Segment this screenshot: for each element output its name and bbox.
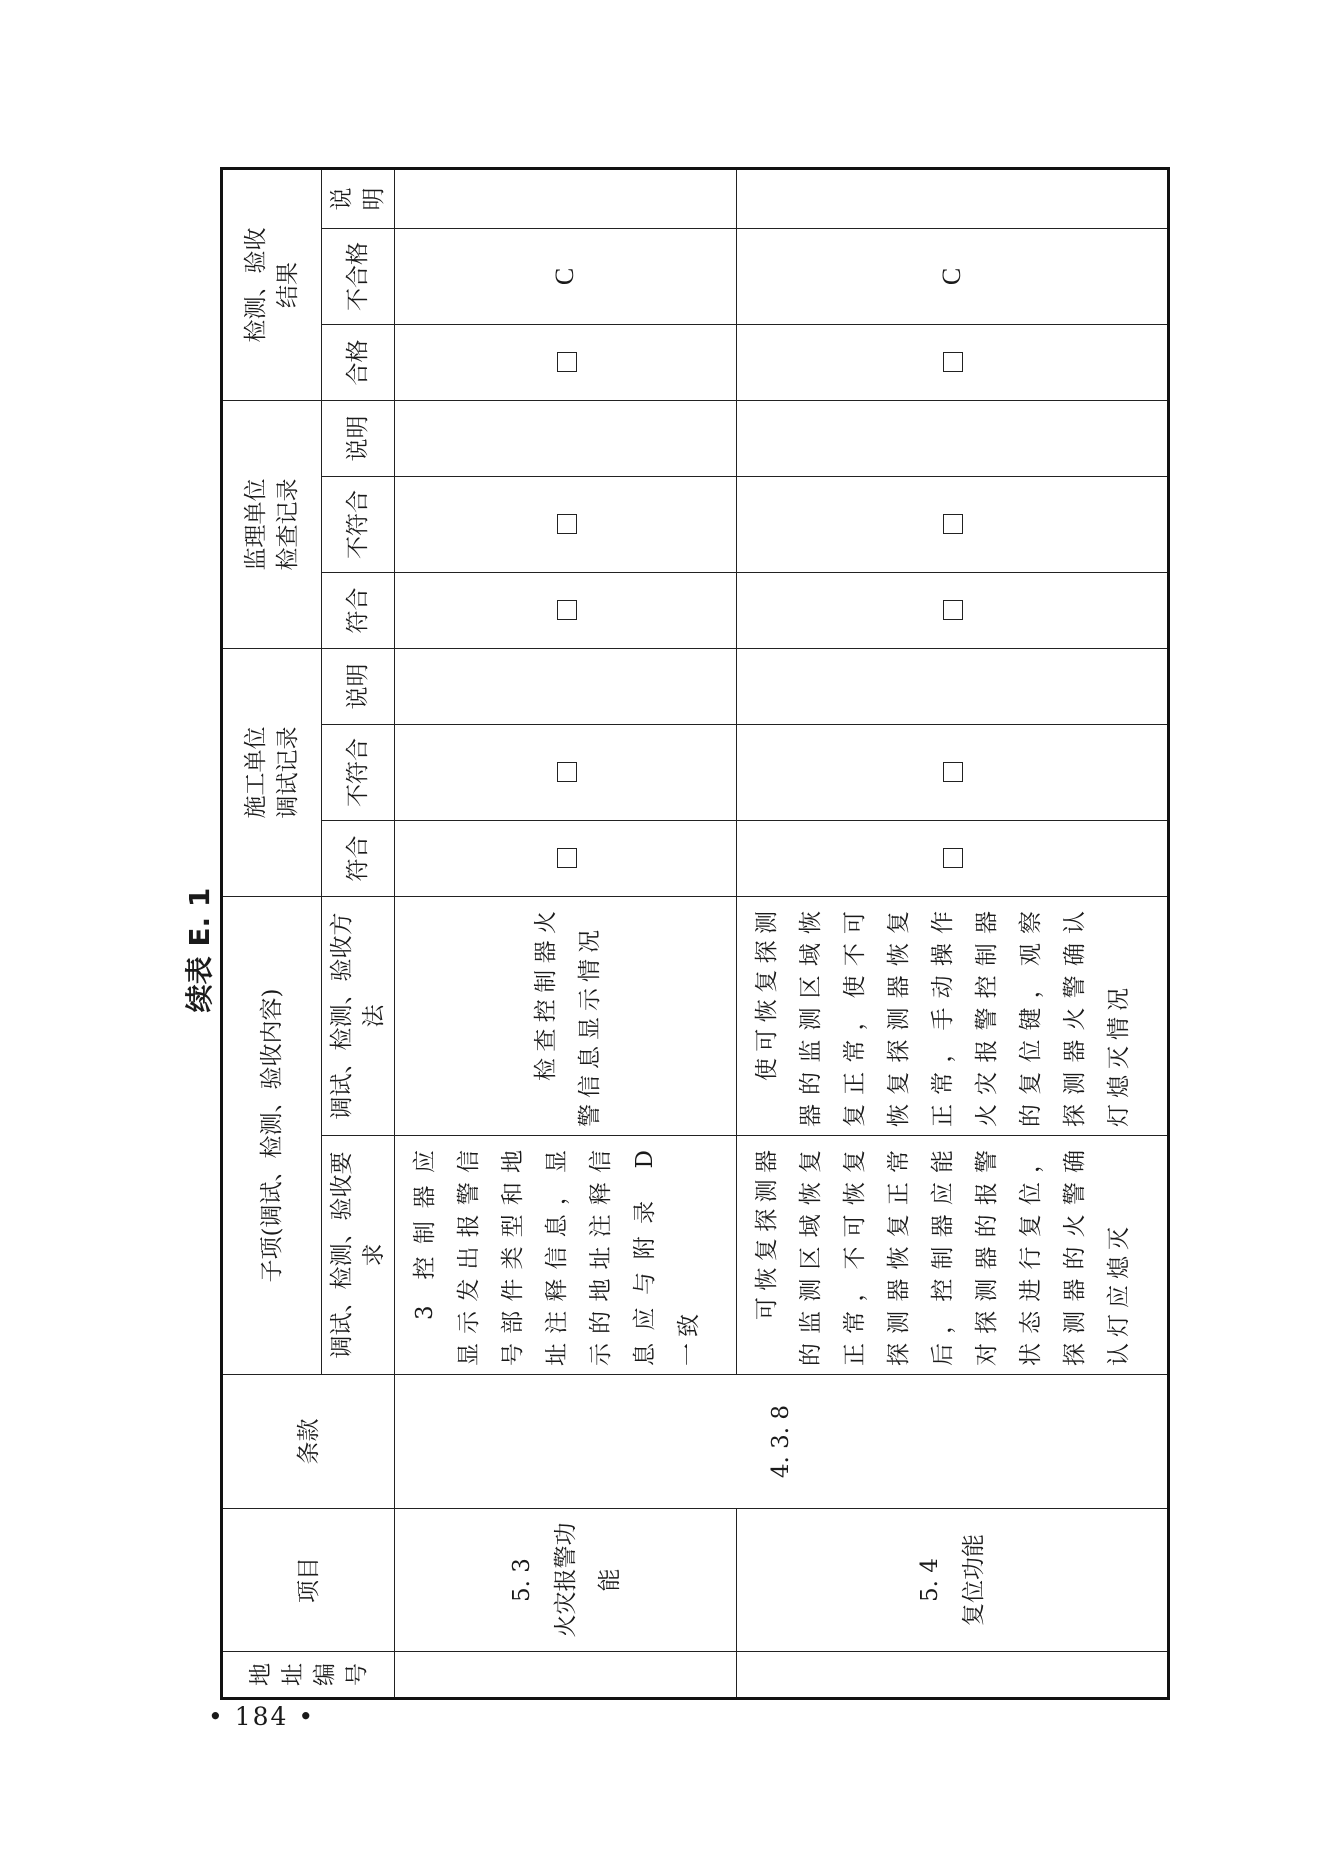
- checkbox-icon[interactable]: [557, 352, 577, 372]
- row2-construction-nonconform[interactable]: [737, 724, 1169, 820]
- header-supervision-nonconform: 不符合: [322, 476, 395, 572]
- header-address-code: 地址编号: [222, 1652, 395, 1699]
- header-result-group: [222, 168, 322, 400]
- checkbox-icon[interactable]: [943, 514, 963, 534]
- header-supervision-note: 说明: [322, 400, 395, 476]
- row2-construction-note: [737, 648, 1169, 724]
- result-mark: C: [550, 267, 579, 286]
- row1-construction-note: [395, 648, 737, 724]
- header-supervision-line2: 检查记录: [275, 478, 301, 571]
- row1-supervision-conform[interactable]: [395, 572, 737, 648]
- table-caption: 续表 E. 1: [183, 887, 216, 1013]
- checkbox-icon[interactable]: [943, 600, 963, 620]
- row2-method: 使可恢复探测器的监测区域恢复正常，使不可恢复探测器恢复正常，手动操作火灾报警控制器的复位键，观察探测器火警确认灯熄灭情况: [737, 896, 1169, 1135]
- checkbox-icon[interactable]: [943, 762, 963, 782]
- checkbox-icon[interactable]: [943, 352, 963, 372]
- header-construction-conform: 符合: [322, 820, 395, 896]
- row1-result-unqualified: [395, 228, 737, 324]
- header-result-note: 说明: [322, 168, 395, 228]
- header-supervision-conform: 符合: [322, 572, 395, 648]
- table-container: [220, 187, 1140, 1700]
- row2-requirement: 可恢复探测器的监测区域恢复正常，不可恢复探测器恢复正常后，控制器应能对探测器的报警状态进行复位，探测器的火警确认灯应熄灭: [737, 1136, 1169, 1375]
- checkbox-icon[interactable]: [557, 762, 577, 782]
- header-requirement: 调试、检测、验收要求: [322, 1136, 395, 1375]
- row1-result-note: [395, 168, 737, 228]
- row2-result-unqualified: [737, 228, 1169, 324]
- page-number: • 184 •: [208, 1702, 316, 1731]
- row1-construction-nonconform[interactable]: [395, 724, 737, 820]
- checkbox-icon[interactable]: [557, 600, 577, 620]
- header-method: 调试、检测、验收方法: [322, 896, 395, 1135]
- header-construction-group: [222, 648, 322, 896]
- row1-project-number: 5. 3: [508, 1558, 535, 1602]
- result-mark: C: [936, 267, 966, 286]
- checkbox-icon[interactable]: [557, 848, 577, 868]
- row2-address-code: [737, 1652, 1169, 1699]
- table-row: [395, 168, 737, 1698]
- checkbox-icon[interactable]: [943, 848, 963, 868]
- header-result-qualified: 合格: [322, 324, 395, 400]
- header-construction-nonconform: 不符合: [322, 724, 395, 820]
- row1-address-code: [395, 1652, 737, 1699]
- header-row-1: [222, 168, 322, 1698]
- row2-project-name: 复位功能: [961, 1534, 987, 1626]
- header-project: 项目: [222, 1509, 395, 1652]
- row2-project-number: 5. 4: [917, 1558, 943, 1602]
- row2-supervision-note: [737, 400, 1169, 476]
- header-supervision-line1: 监理单位: [243, 478, 269, 571]
- row1-result-qualified[interactable]: [395, 324, 737, 400]
- header-subitem-group: 子项(调试、检测、验收内容): [222, 896, 322, 1374]
- rotated-page-content: [180, 187, 1140, 1700]
- header-construction-line1: 施工单位: [243, 726, 269, 819]
- row1-construction-conform[interactable]: [395, 820, 737, 896]
- row1-supervision-note: [395, 400, 737, 476]
- header-result-unqualified: 不合格: [322, 228, 395, 324]
- row2-project: [737, 1509, 1169, 1652]
- row1-requirement: 3 控制器应显示发出报警信号部件类型和地址注释信息，显示的地址注释信息应与附录 D 一致: [395, 1136, 737, 1375]
- clause-cell: 4. 3. 8: [395, 1375, 1169, 1509]
- header-result-line1: 检测、验收: [243, 227, 269, 343]
- header-supervision-group: [222, 400, 322, 648]
- row1-project-name: 火灾报警功能: [552, 1522, 623, 1638]
- header-clause: 条款: [222, 1375, 395, 1509]
- row1-supervision-nonconform[interactable]: [395, 476, 737, 572]
- header-result-line2: 结果: [275, 261, 301, 308]
- row1-project: [395, 1509, 737, 1652]
- row1-method: 检查控制器火警信息显示情况: [395, 896, 737, 1135]
- row2-construction-conform[interactable]: [737, 820, 1169, 896]
- header-construction-line2: 调试记录: [275, 726, 301, 819]
- acceptance-table: [220, 167, 1170, 1700]
- row2-result-qualified[interactable]: [737, 324, 1169, 400]
- header-construction-note: 说明: [322, 648, 395, 724]
- row2-result-note: [737, 168, 1169, 228]
- checkbox-icon[interactable]: [557, 514, 577, 534]
- row2-supervision-nonconform[interactable]: [737, 476, 1169, 572]
- row2-supervision-conform[interactable]: [737, 572, 1169, 648]
